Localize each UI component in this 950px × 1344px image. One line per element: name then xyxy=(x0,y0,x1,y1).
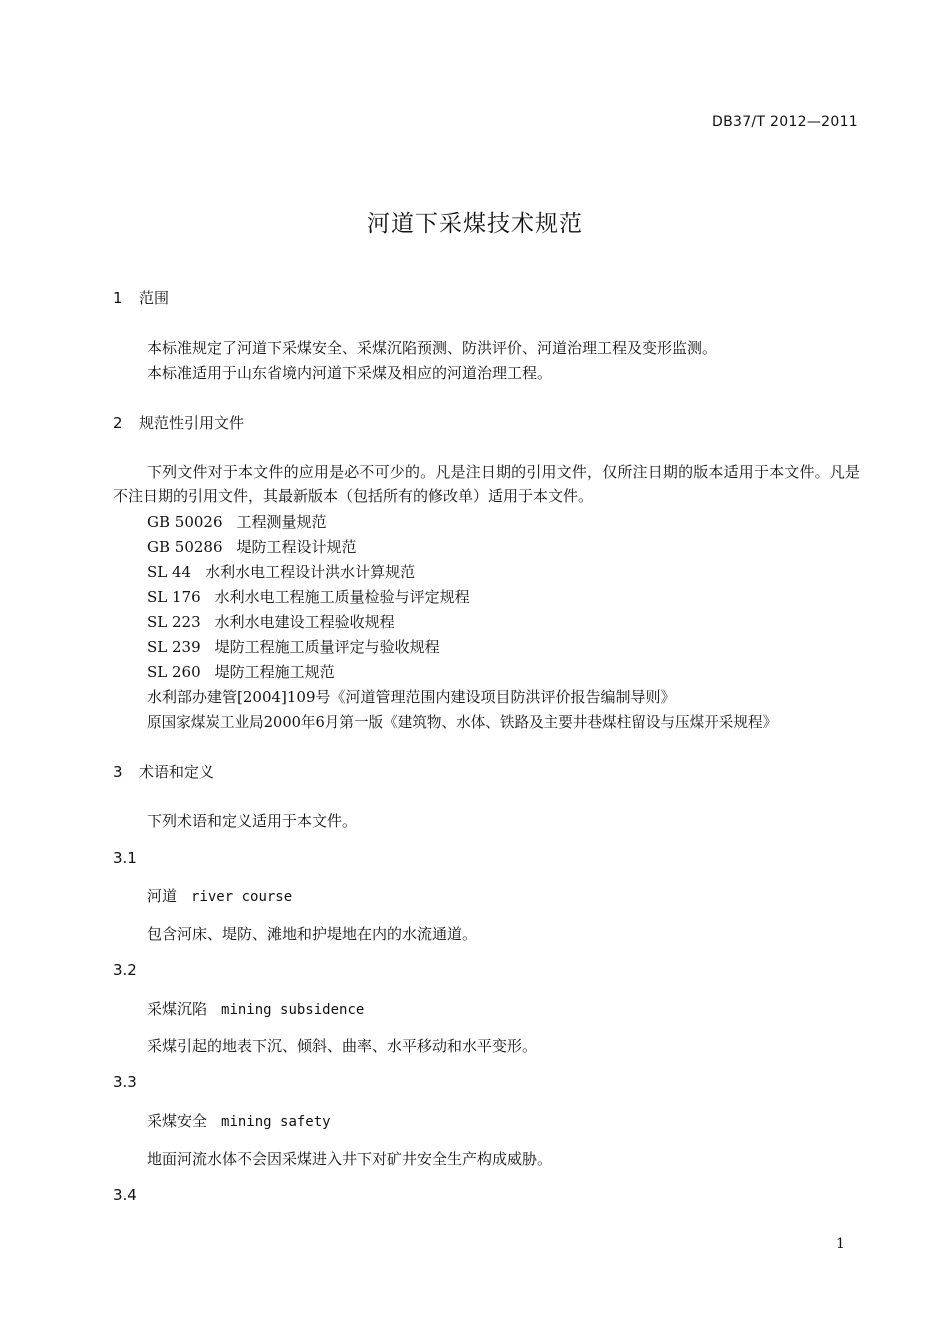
reference-item xyxy=(147,661,335,682)
document-number: DB37/T 2012—2011 xyxy=(712,114,858,130)
subclause-number: 3.4 xyxy=(113,1186,137,1204)
section-1-heading xyxy=(113,287,169,308)
section-title: 规范性引用文件 xyxy=(139,414,245,432)
term-definition: 地面河流水体不会因采煤进入井下对矿井安全生产构成威胁。 xyxy=(147,1150,553,1168)
reference-item xyxy=(147,511,327,532)
reference-code: SL 223 xyxy=(147,613,201,631)
term-en: river course xyxy=(191,889,293,905)
term-en: mining safety xyxy=(221,1114,331,1130)
reference-name: 工程测量规范 xyxy=(236,513,327,531)
reference-name: 堤防工程设计规范 xyxy=(236,538,357,556)
reference-item xyxy=(147,611,395,632)
reference-code: GB 50026 xyxy=(147,513,223,531)
reference-name: 水利水电工程施工质量检验与评定规程 xyxy=(214,588,470,606)
section-3-heading xyxy=(113,761,214,782)
section-number: 1 xyxy=(113,289,123,307)
reference-code: SL 239 xyxy=(147,638,201,656)
term-heading xyxy=(147,998,364,1019)
section-1-paragraph: 本标准规定了河道下采煤安全、采煤沉陷预测、防洪评价、河道治理工程及变形监测。 xyxy=(147,339,718,357)
reference-item xyxy=(147,561,415,582)
section-number: 2 xyxy=(113,414,123,432)
reference-item: 水利部办建管[2004]109号《河道管理范围内建设项目防洪评价报告编制导则》 xyxy=(147,688,676,706)
document-title: 河道下采煤技术规范 xyxy=(367,211,583,237)
reference-item: 原国家煤炭工业局2000年6月第一版《建筑物、水体、铁路及主要井巷煤柱留设与压煤开采规程》 xyxy=(147,714,778,731)
term-zh: 采煤安全 xyxy=(147,1112,208,1130)
section-1-paragraph: 本标准适用于山东省境内河道下采煤及相应的河道治理工程。 xyxy=(147,364,553,382)
reference-code: SL 176 xyxy=(147,588,201,606)
term-en: mining subsidence xyxy=(221,1002,365,1018)
reference-code: SL 44 xyxy=(147,563,192,581)
reference-item xyxy=(147,536,357,557)
page-number: 1 xyxy=(836,1236,845,1252)
reference-item xyxy=(147,586,470,607)
subclause-number: 3.1 xyxy=(113,849,137,867)
reference-item xyxy=(147,636,440,657)
section-number: 3 xyxy=(113,763,123,781)
term-zh: 采煤沉陷 xyxy=(147,1000,208,1018)
reference-code: SL 260 xyxy=(147,663,201,681)
section-title: 范围 xyxy=(139,289,170,307)
reference-name: 水利水电建设工程验收规程 xyxy=(214,613,395,631)
section-2-heading xyxy=(113,412,244,433)
term-heading xyxy=(147,1110,331,1131)
reference-name: 堤防工程施工规范 xyxy=(214,663,335,681)
subclause-number: 3.2 xyxy=(113,961,137,979)
reference-name: 水利水电工程设计洪水计算规范 xyxy=(205,563,416,581)
term-zh: 河道 xyxy=(147,887,178,905)
section-title: 术语和定义 xyxy=(139,763,215,781)
term-heading xyxy=(147,885,292,906)
reference-code: GB 50286 xyxy=(147,538,223,556)
reference-name: 堤防工程施工质量评定与验收规程 xyxy=(214,638,440,656)
section-3-intro: 下列术语和定义适用于本文件。 xyxy=(147,812,358,830)
term-definition: 包含河床、堤防、滩地和护堤地在内的水流通道。 xyxy=(147,925,478,943)
term-definition: 采煤引起的地表下沉、倾斜、曲率、水平移动和水平变形。 xyxy=(147,1037,538,1055)
subclause-number: 3.3 xyxy=(113,1073,137,1091)
section-2-intro: 下列文件对于本文件的应用是必不可少的。凡是注日期的引用文件，仅所注日期的版本适用于本文件。凡是不注日期的引用文件，其最新版本（包括所有的修改单）适用于本文件。 xyxy=(113,463,860,505)
